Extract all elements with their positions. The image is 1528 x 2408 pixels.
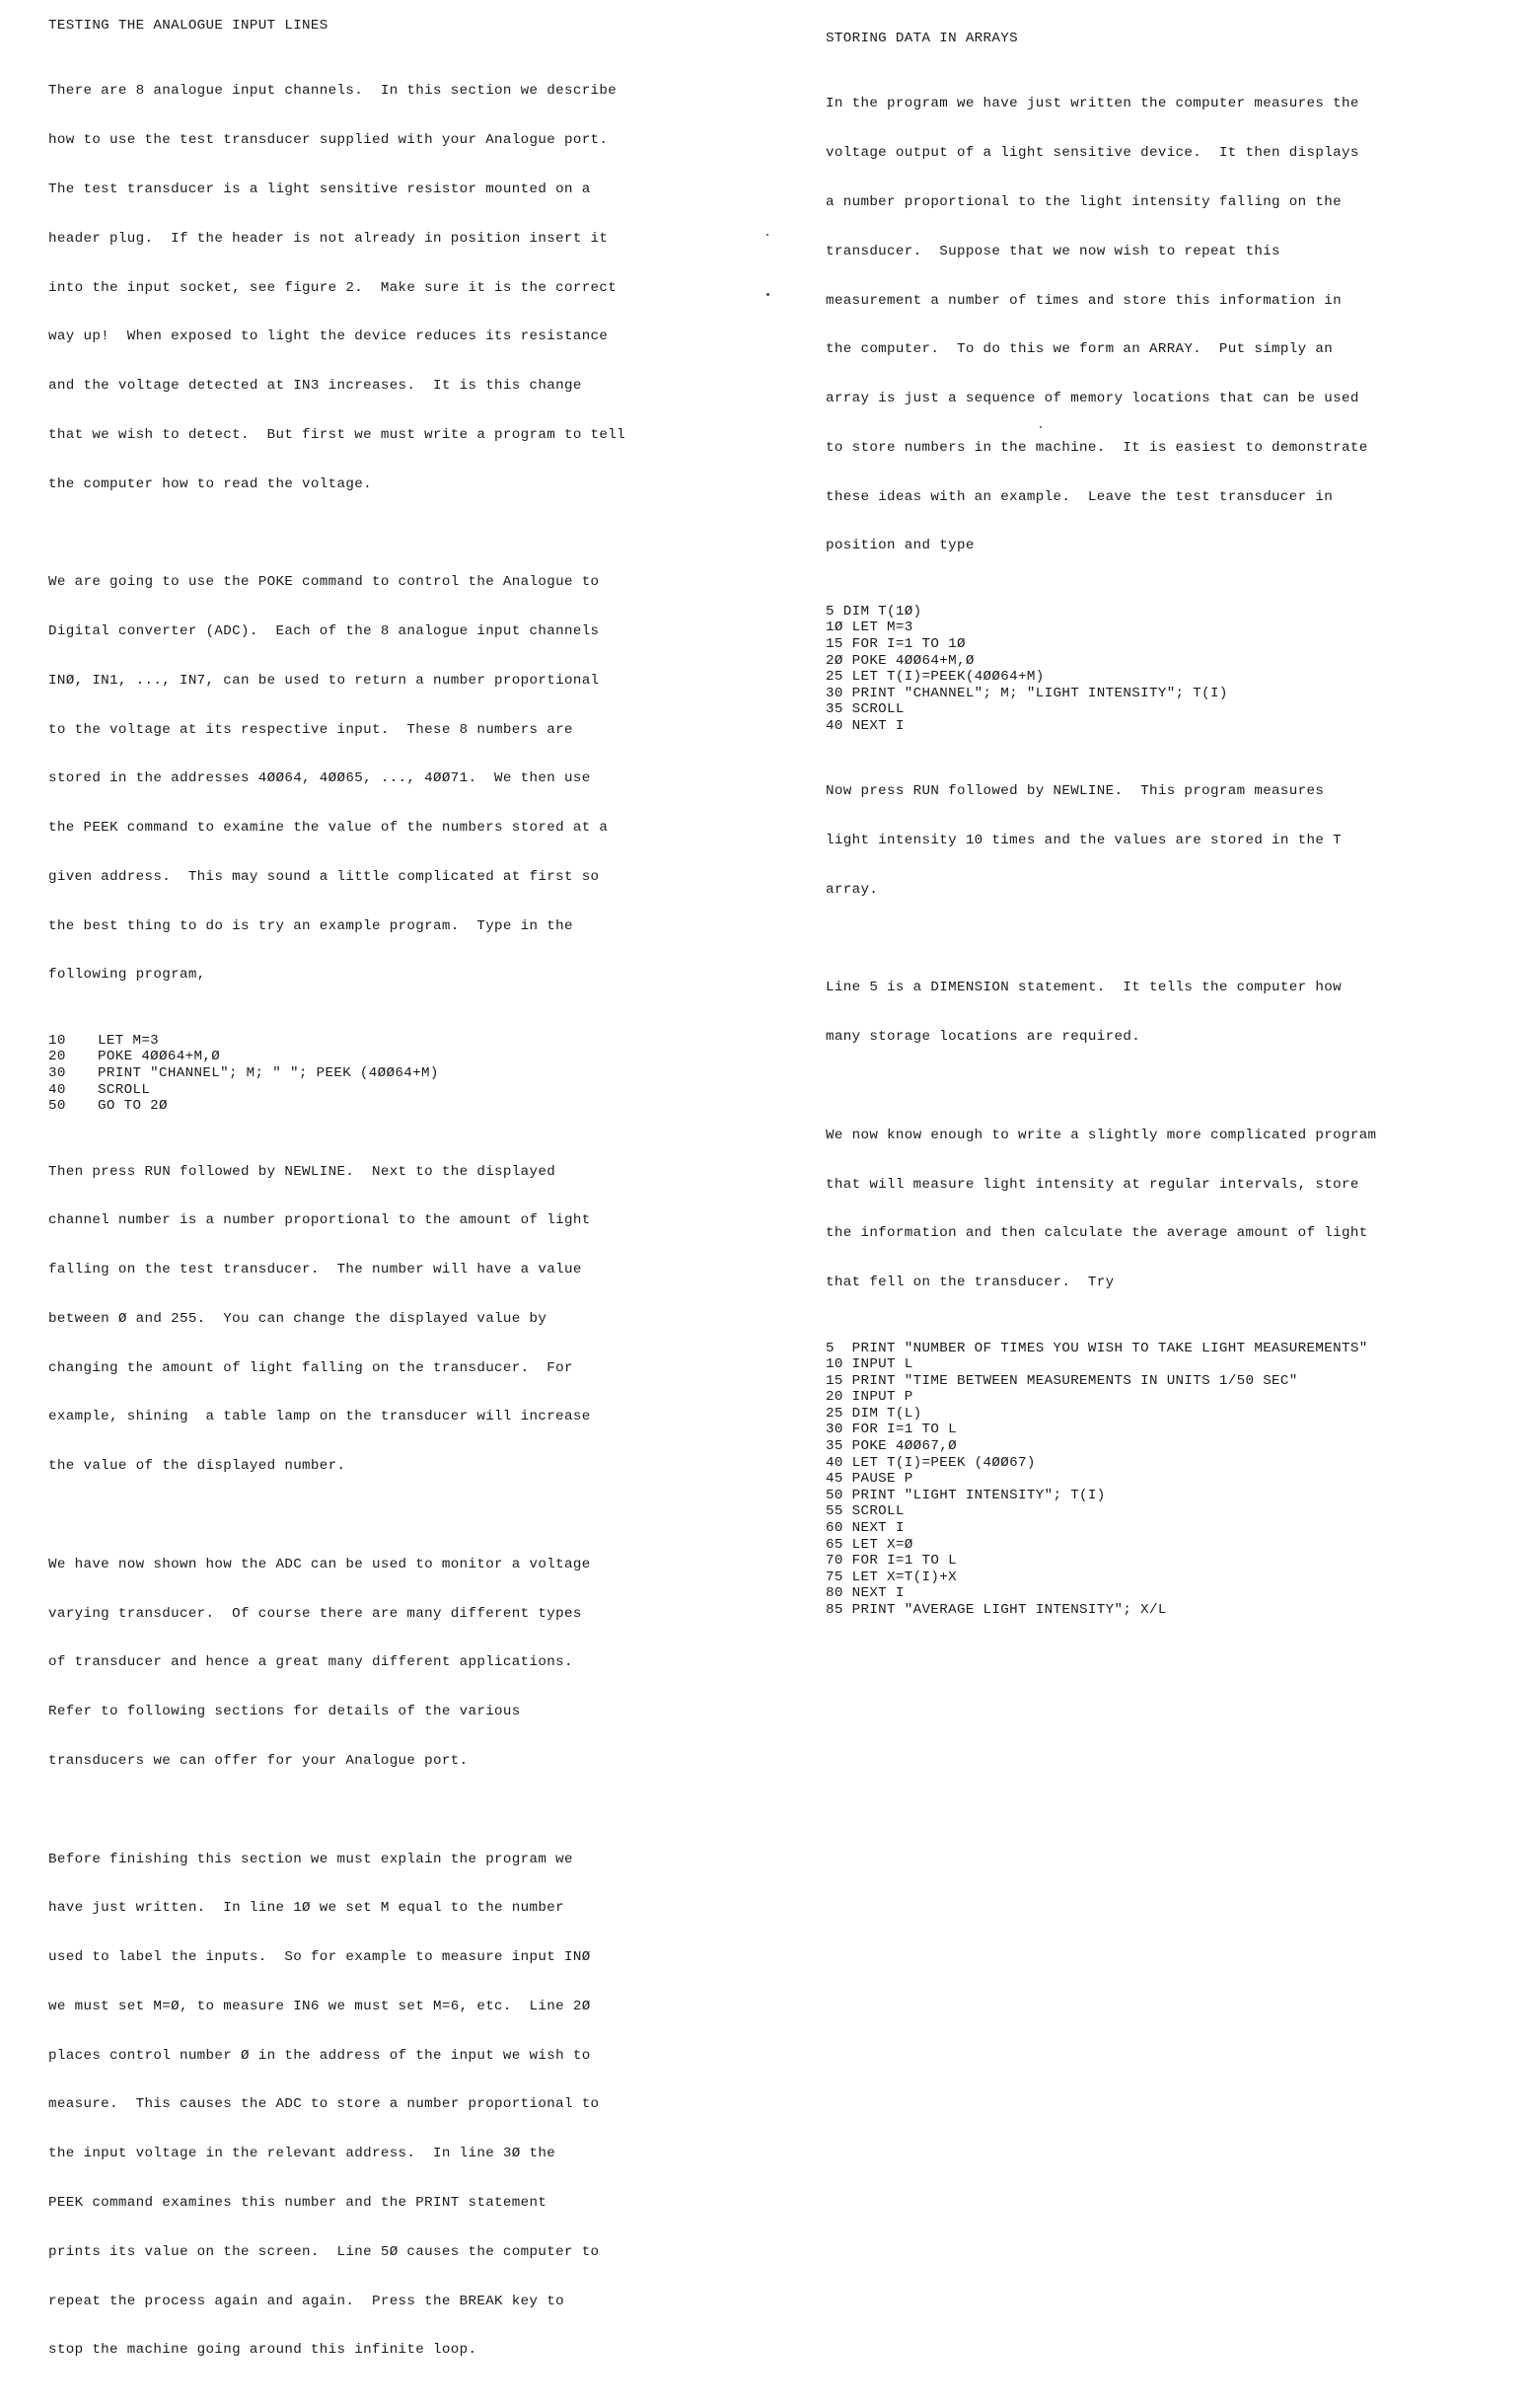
text-line: Digital converter (ADC). Each of the 8 analogue input channels [48,622,600,639]
text-line: PEEK command examines this number and the PRINT statement [48,2194,547,2211]
text-line: stored in the addresses 4ØØ64, 4ØØ65, ..., 4ØØ71. We then use [48,770,591,787]
text-line: way up! When exposed to light the device reduces its resistance [48,328,609,345]
text-line: to the voltage at its respective input. These 8 numbers are [48,721,573,738]
code-line: 55 SCROLL [826,1503,905,1520]
text-line: used to label the inputs. So for example to measure input INØ [48,1949,591,1966]
code-text: PRINT "CHANNEL"; M; " "; PEEK (4ØØ64+M) [98,1065,439,1081]
text-line: that will measure light intensity at regular intervals, store [826,1176,1359,1193]
text-line: position and type [826,538,975,554]
left-code-listing [48,1033,739,1115]
text-line: transducers we can offer for your Analogue port. [48,1752,469,1769]
right-code-listing-1 [826,604,1516,735]
text-line: into the input socket, see figure 2. Make sure it is the correct [48,279,618,296]
text-line: channel number is a number proportional to the amount of light [48,1212,591,1229]
code-line: 80 NEXT I [826,1585,905,1602]
code-text: SCROLL [98,1081,151,1098]
text-line: the best thing to do is try an example program. Type in the [48,917,573,934]
code-line: 35 POKE 4ØØ67,Ø [826,1438,957,1455]
code-text: POKE 4ØØ64+M,Ø [98,1049,221,1065]
code-line: 40 LET T(I)=PEEK (4ØØ67) [826,1454,1036,1471]
code-line: 5 PRINT "NUMBER OF TIMES YOU WISH TO TAKE LIGHT MEASUREMENTS" [826,1340,1368,1356]
code-line: 2Ø POKE 4ØØ64+M,Ø [826,652,975,669]
code-line: 25 DIM T(L) [826,1405,922,1422]
left-para-4 [48,1524,739,1802]
text-line: how to use the test transducer supplied with your Analogue port. [48,132,609,149]
right-para-4 [826,1095,1516,1324]
code-line: 20 INPUT P [826,1389,913,1406]
scan-speck [766,293,769,296]
code-line: 45 PAUSE P [826,1471,913,1488]
code-line: 70 FOR I=1 TO L [826,1553,957,1569]
text-line: to store numbers in the machine. It is easiest to demonstrate [826,439,1368,456]
code-line: 30 PRINT "CHANNEL"; M; "LIGHT INTENSITY"; T(I) [826,685,1228,701]
text-line: these ideas with an example. Leave the test transducer in [826,488,1334,505]
left-para-5 [48,1818,739,2391]
line-number: 40 [48,1081,66,1098]
right-heading: STORING DATA IN ARRAYS [826,31,1019,46]
code-text: LET M=3 [98,1032,160,1049]
text-line: measure. This causes the ADC to store a number proportional to [48,2096,600,2113]
left-para-3 [48,1131,739,1507]
text-line: The test transducer is a light sensitive resistor mounted on a [48,181,591,197]
code-line: 10 INPUT L [826,1356,913,1373]
text-line: we must set M=Ø, to measure IN6 we must set M=6, etc. Line 2Ø [48,1998,591,2014]
right-para-3 [826,947,1516,1078]
text-line: repeat the process again and again. Press the BREAK key to [48,2293,564,2309]
line-number: 20 [48,1049,66,1065]
right-para-1 [826,63,1516,587]
code-line [48,1049,739,1065]
left-para-2 [48,542,739,1016]
text-line: Now press RUN followed by NEWLINE. This program measures [826,783,1325,800]
text-line: Before finishing this section we must explain the program we [48,1851,573,1867]
text-line: following program, [48,967,206,984]
text-line: a number proportional to the light intensity falling on the [826,193,1342,210]
text-line: the value of the displayed number. [48,1458,346,1475]
code-line: 1Ø LET M=3 [826,620,913,636]
text-line: array. [826,881,879,898]
right-page [826,31,1516,1635]
text-line: We are going to use the POKE command to control the Analogue to [48,574,600,591]
text-line: array is just a sequence of memory locations that can be used [826,391,1359,407]
code-line: 40 NEXT I [826,717,905,734]
text-line: between Ø and 255. You can change the displayed value by [48,1310,547,1327]
text-line: places control number Ø in the address of the input we wish to [48,2047,591,2064]
text-line: of transducer and hence a great many different applications. [48,1654,573,1671]
right-para-2 [826,751,1516,931]
line-number: 30 [48,1065,66,1081]
text-line: have just written. In line 1Ø we set M equal to the number [48,1900,564,1917]
text-line: measurement a number of times and store this information in [826,292,1342,309]
text-line: given address. This may sound a little complicated at first so [48,868,600,885]
code-line: 5 DIM T(1Ø) [826,603,922,620]
text-line: falling on the test transducer. The number will have a value [48,1262,582,1278]
text-line: many storage locations are required. [826,1029,1141,1046]
text-line: header plug. If the header is not already in position insert it [48,230,609,247]
right-code-listing-2 [826,1341,1516,1619]
code-line: 35 SCROLL [826,701,905,718]
text-line: that we wish to detect. But first we must write a program to tell [48,426,626,443]
text-line: stop the machine going around this infinite loop. [48,2342,477,2359]
text-line: In the program we have just written the computer measures the [826,96,1359,112]
text-line: example, shining a table lamp on the transducer will increase [48,1409,591,1425]
text-line: the PEEK command to examine the value of the numbers stored at a [48,820,609,837]
text-line: Then press RUN followed by NEWLINE. Next to the displayed [48,1163,556,1180]
code-line: 75 LET X=T(I)+X [826,1569,957,1585]
text-line: voltage output of a light sensitive device. It then displays [826,145,1359,162]
code-line: 60 NEXT I [826,1520,905,1537]
code-line: 85 PRINT "AVERAGE LIGHT INTENSITY"; X/L [826,1602,1167,1618]
code-line: 15 FOR I=1 TO 1Ø [826,635,966,652]
text-line: Refer to following sections for details of the various [48,1704,521,1720]
text-line: and the voltage detected at IN3 increases. It is this change [48,378,582,395]
text-line: We now know enough to write a slightly more complicated program [826,1127,1377,1143]
code-line [48,1065,739,1082]
text-line: There are 8 analogue input channels. In this section we describe [48,83,618,100]
text-line: varying transducer. Of course there are many different types [48,1605,582,1622]
text-line: the input voltage in the relevant address. In line 3Ø the [48,2146,556,2162]
code-line: 50 PRINT "LIGHT INTENSITY"; T(I) [826,1487,1106,1503]
left-heading: TESTING THE ANALOGUE INPUT LINES [48,18,328,34]
code-line: 30 FOR I=1 TO L [826,1422,957,1438]
text-line: prints its value on the screen. Line 5Ø causes the computer to [48,2243,600,2260]
text-line: changing the amount of light falling on the transducer. For [48,1359,573,1376]
code-line [48,1098,739,1115]
code-line: 65 LET X=Ø [826,1536,913,1553]
text-line: the computer. To do this we form an ARRAY. Put simply an [826,341,1334,358]
code-line: 15 PRINT "TIME BETWEEN MEASUREMENTS IN UNITS 1/50 SEC" [826,1372,1298,1389]
text-line: the computer how to read the voltage. [48,475,372,492]
text-line: Line 5 is a DIMENSION statement. It tells the computer how [826,980,1342,996]
code-line: 25 LET T(I)=PEEK(4ØØ64+M) [826,669,1045,686]
text-line: transducer. Suppose that we now wish to repeat this [826,243,1280,259]
left-para-1 [48,50,739,525]
code-line [48,1033,739,1050]
text-line: We have now shown how the ADC can be used to monitor a voltage [48,1556,591,1572]
left-page [48,18,739,2408]
text-line: the information and then calculate the average amount of light [826,1225,1368,1242]
code-text: GO TO 2Ø [98,1098,168,1115]
code-line [48,1082,739,1099]
text-line: that fell on the transducer. Try [826,1275,1115,1291]
scan-speck [766,234,768,236]
line-number: 10 [48,1032,66,1049]
text-line: light intensity 10 times and the values are stored in the T [826,833,1342,849]
scan-speck [1040,426,1042,428]
line-number: 50 [48,1098,66,1115]
text-line: INØ, IN1, ..., IN7, can be used to return a number proportional [48,672,600,689]
